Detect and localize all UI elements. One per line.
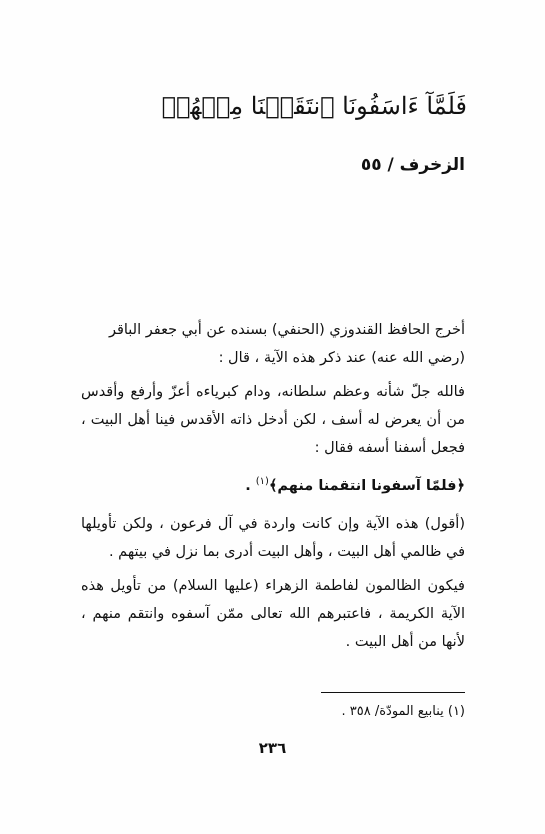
- verse-quote-text: ﴿فلمّا آسفونا انتقمنا منهم﴾: [268, 477, 465, 494]
- paragraph-line: أخرج الحافظ القندوزي (الحنفي) بسنده عن أبي جعفر الباقر: [108, 322, 465, 338]
- paragraph-text: (أقول) هذه الآية وإن كانت واردة في آل فرعون ، ولكن تأويلها في ظالمي أهل البيت ، وأهل البيت أدرى بما نزل في بيتهم .: [81, 515, 465, 560]
- paragraph-commentary: [81, 510, 465, 566]
- page-number: ٢٣٦: [258, 739, 287, 757]
- paragraph-text: فيكون الظالمون لفاطمة الزهراء (عليها السلام) من تأويل هذه الآية الكريمة ، فاعتبرهم الله تعالى ممّن آسفوه وانتقم منهم ، لأنها من أهل البيت .: [81, 577, 465, 650]
- quran-verse-header: فَلَمَّآ ءَاسَفُونَا ٱنتَقَمۡنَا مِنۡهُمۡ: [161, 92, 467, 120]
- paragraph-explanation: [81, 378, 465, 462]
- footnote: (١) ينابيع المودّة/ ٣٥٨ .: [341, 704, 465, 719]
- footnote-marker: (١): [255, 476, 269, 487]
- verse-quote: [81, 468, 465, 500]
- surah-reference: الزخرف / ٥٥: [360, 155, 465, 175]
- paragraph-text: فالله جلّ شأنه وعظم سلطانه، ودام كبرياءه أعزّ وأرفع وأقدس من أن يعرض له أسف ، لكن أدخل ذاته الأقدس فينا أهل البيت ، فجعل أسفنا أسفه فقال :: [81, 384, 465, 456]
- footnote-divider: [321, 692, 465, 693]
- verse-quote-end: .: [245, 477, 256, 494]
- body-text: [81, 316, 465, 662]
- paragraph-line: (رضي الله عنه) عند ذكر هذه الآية ، قال :: [218, 350, 465, 366]
- paragraph-conclusion: [81, 572, 465, 656]
- paragraph-narration: [81, 316, 465, 372]
